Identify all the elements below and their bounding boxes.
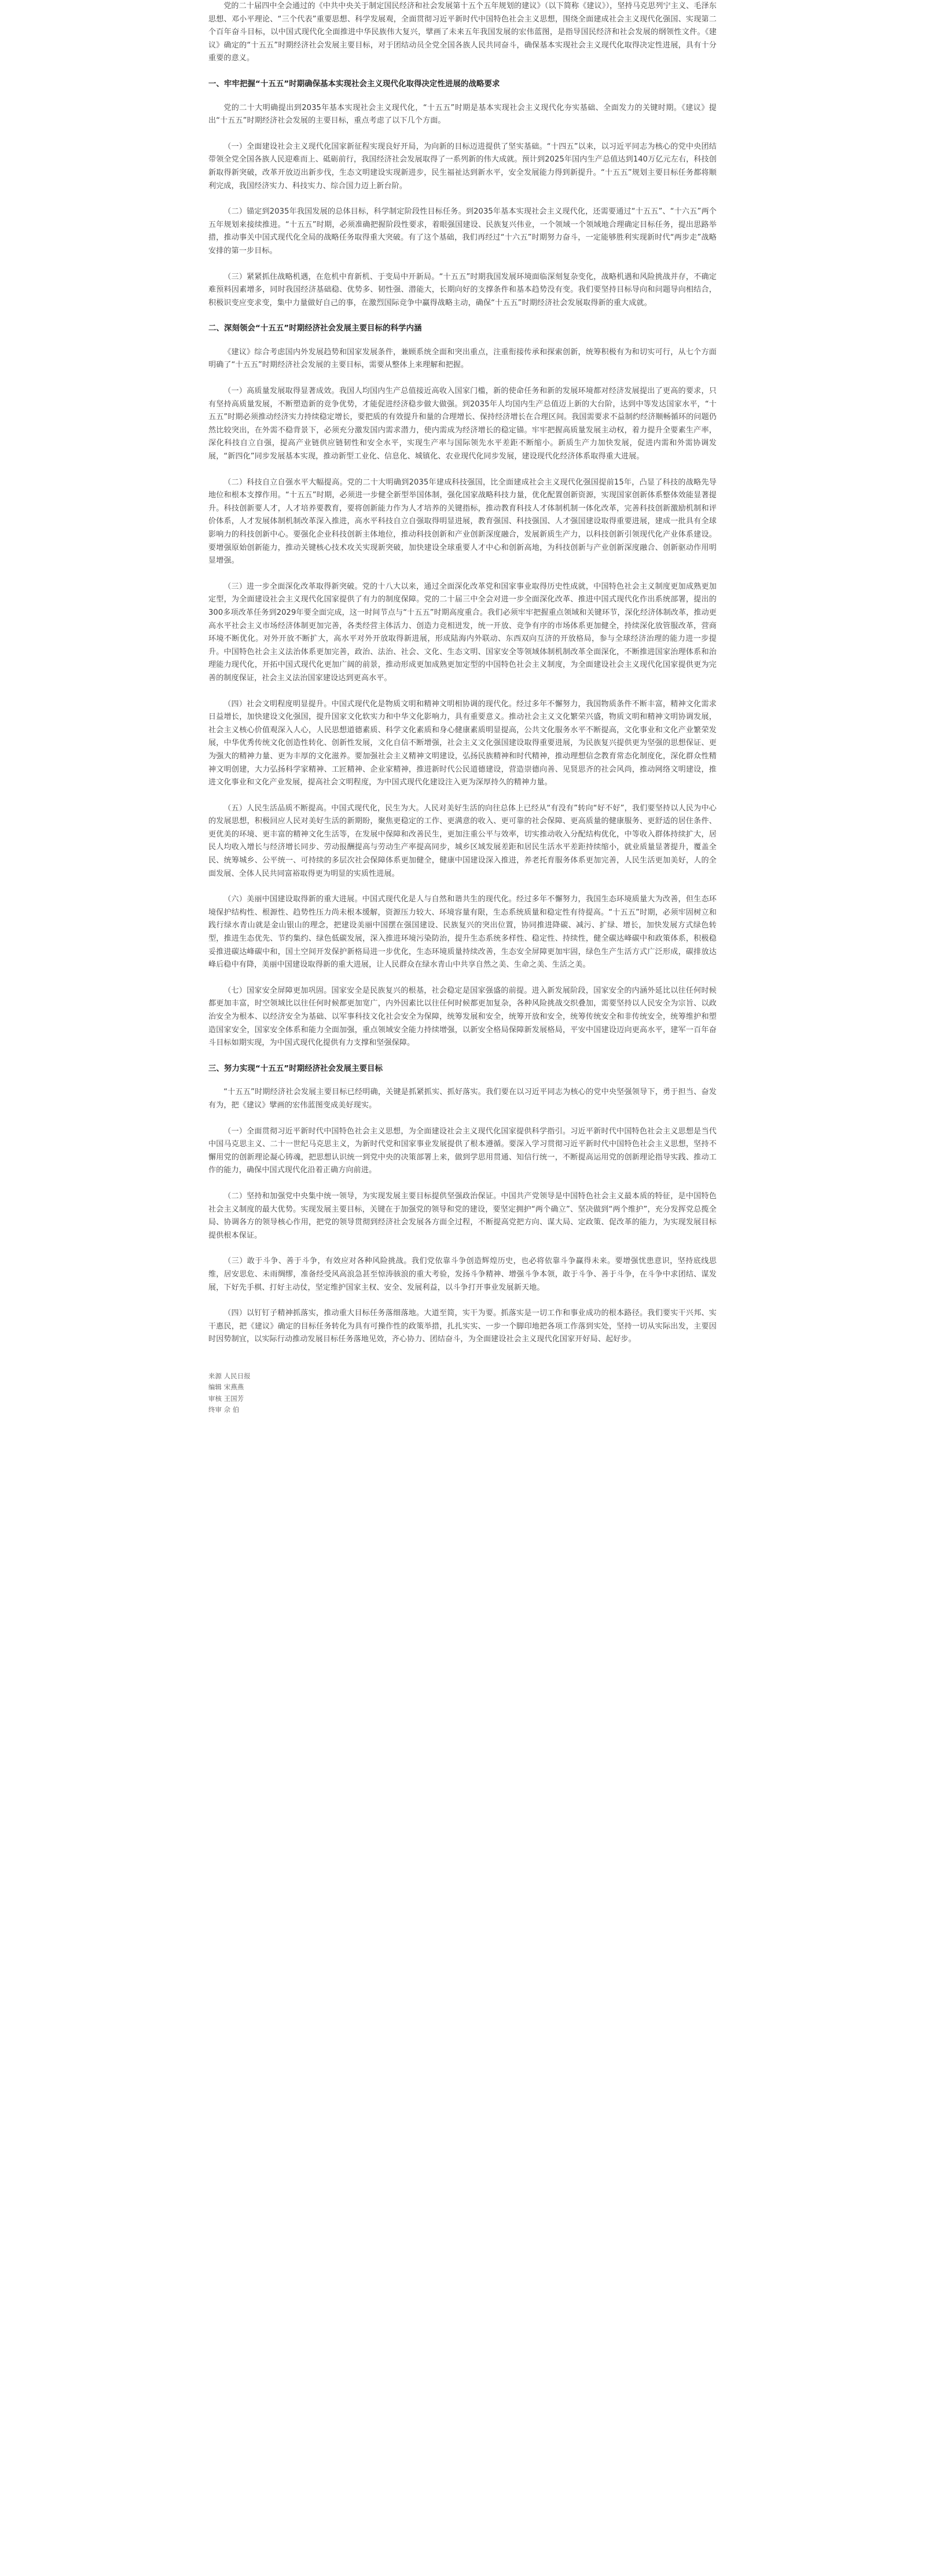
article-meta [208, 1371, 717, 1416]
meta-supervisor-value: 佘 伯 [223, 1406, 240, 1414]
section-paragraph: （二）科技自立自强水平大幅提高。党的二十大明确到2035年建成科技强国，比全面建成社会主义现代化强国提前15年，凸显了科技的战略先导地位和根本支撑作用。“十五五”时期，必须进一步健全新型举国体制，强化国家战略科技力量，优化配置创新资源，实现国家创新体系整体效能显著提升。科技创新要人才，人才培养要教育，要将创新能力作为人才培养的关键指标，推动教育科技人才体制机制一体化改革，完善科技创新激励机制和评价体系，人才发展体制机制改革深入推进，高水平科技自立自强取得明显进展，教育强国、科技强国、人才强国建设取得重要进展，建成一批具有全球影响力的科技创新中心。要强化企业科技创新主体地位，推动科技创新和产业创新深度融合，发展新质生产力，以科技创新引领现代化产业体系建设。要增强原始创新能力，推动关键核心技术攻关实现新突破，加快建设全球重要人才中心和创新高地，为科技创新与产业创新深度融合、创新驱动作用明显增强。 [208, 478, 717, 566]
meta-source [208, 1371, 717, 1382]
section-heading: 三、努力实现“十五五”时期经济社会发展主要目标 [208, 1064, 383, 1073]
article-section [208, 78, 717, 310]
section-paragraph: （三）紧紧抓住战略机遇，在危机中育新机、于变局中开新局。“十五五”时期我国发展环境面临深刻复杂变化，战略机遇和风险挑战并存，不确定难预料因素增多，同时我国经济基础稳、优势多、韧性强、潜能大，长期向好的支撑条件和基本趋势没有变。我们要坚持目标导向和问题导向相结合，积极识变应变求变，集中力量做好自己的事，在激烈国际竞争中赢得战略主动，确保“十五五”时期经济社会发展取得新的重大成就。 [208, 272, 717, 307]
meta-editor-label: 编辑 [208, 1383, 222, 1392]
article-section [208, 1063, 717, 1346]
section-paragraph: （三）敢于斗争、善于斗争，有效应对各种风险挑战。我们党依靠斗争创造辉煌历史，也必将依靠斗争赢得未来。要增强忧患意识，坚持底线思维，居安思危、未雨绸缪，准备经受风高浪急甚至惊涛骇浪的重大考验，发扬斗争精神、增强斗争本领，敢于斗争、善于斗争，在斗争中求团结、谋发展，下好先手棋、打好主动仗，坚定维护国家主权、安全、发展利益，以斗争打开事业发展新天地。 [208, 1257, 717, 1292]
section-paragraph: （一）全面贯彻习近平新时代中国特色社会主义思想，为全面建设社会主义现代化国家提供科学指引。习近平新时代中国特色社会主义思想是当代中国马克思主义、二十一世纪马克思主义，为新时代党和国家事业发展提供了根本遵循。要深入学习贯彻习近平新时代中国特色社会主义思想，坚持不懈用党的创新理论凝心铸魂，把思想认识统一到党中央的决策部署上来，做到学思用贯通、知信行统一，不断提高运用党的创新理论指导实践、推动工作的能力，确保中国式现代化沿着正确方向前进。 [208, 1126, 717, 1175]
meta-reviewer [208, 1393, 717, 1405]
meta-supervisor [208, 1404, 717, 1416]
section-heading: 一、牢牢把握“十五五”时期确保基本实现社会主义现代化取得决定性进展的战略要求 [208, 79, 500, 89]
section-paragraph: （一）全面建设社会主义现代化国家新征程实现良好开局，为向新的目标迈进提供了坚实基础。“十四五”以来，以习近平同志为核心的党中央团结带领全党全国各族人民迎难而上、砥砺前行，我国经济社会发展取得了一系列新的伟大成就。预计到2025年国内生产总值达到140万亿元左右，科技创新取得新突破，改革开放迈出新步伐，生态文明建设实现新进步，民生福祉达到新水平，安全发展能力得到新提升。“十五五”规划主要目标任务都将顺利完成，我国经济实力、科技实力、综合国力迈上新台阶。 [208, 142, 717, 190]
section-paragraph: （三）进一步全面深化改革取得新突破。党的十八大以来，通过全面深化改革党和国家事业取得历史性成就，中国特色社会主义制度更加成熟更加定型，为全面建设社会主义现代化国家提供了有力的制度保障。党的二十届三中全会对进一步全面深化改革、推进中国式现代化作出系统部署，提出的300多项改革任务到2029年要全面完成，这一时间节点与“十五五”时期高度重合。我们必须牢牢把握重点领域和关键环节，深化经济体制改革，推动更高水平社会主义市场经济体制更加完善，各类经营主体活力、创造力竞相迸发，统一开放、竞争有序的市场体系更加健全，持续深化放管服改革，营商环境不断优化。对外开放不断扩大，高水平对外开放取得新进展，形成陆海内外联动、东西双向互济的开放格局，参与全球经济治理的能力进一步提升。中国特色社会主义法治体系更加完善，政治、法治、社会、文化、生态文明、国家安全等领域体制机制改革全面深化，不断推进国家治理体系和治理能力现代化，开拓中国式现代化更加广阔的前景，推动形成更加成熟更加定型的中国特色社会主义制度，为全面建设社会主义现代化国家提供更为完善的制度保证，社会主义法治国家建设达到更高水平。 [208, 582, 717, 682]
article-intro [208, 0, 717, 65]
section-paragraph: （二）锚定到2035年我国发展的总体目标，科学制定阶段性目标任务。到2035年基本实现社会主义现代化，还需要通过“十五五”、“十六五”两个五年规划来接续推进。“十五五”时期，必须准确把握阶段性要求，着眼强国建设、民族复兴伟业，一个领域一个领域地合理确定目标任务，提出思路举措，推动事关中国式现代化全局的战略任务取得重大突破。有了这个基础，我们再经过“十六五”时期努力奋斗，一定能够胜利实现新时代“两步走”战略安排的第一步目标。 [208, 207, 717, 255]
meta-reviewer-value: 王国芳 [223, 1394, 244, 1403]
meta-editor [208, 1382, 717, 1393]
section-paragraph: （四）以钉钉子精神抓落实，推动重大目标任务落细落地。大道至简，实干为要。抓落实是一切工作和事业成功的根本路径。我们要实干兴邦、实干惠民，把《建议》确定的目标任务转化为具有可操作性的政策举措，扎扎实实、一步一个脚印地把各项工作落到实处，坚持一切从实际出发，主要因时因势制宜，以实际行动推动发展目标任务落地见效，齐心协力、团结奋斗，为全面建设社会主义现代化国家开好局、起好步。 [208, 1309, 717, 1344]
section-paragraph: （七）国家安全屏障更加巩固。国家安全是民族复兴的根基，社会稳定是国家强盛的前提。进入新发展阶段，国家安全的内涵外延比以往任何时候都更加丰富，时空领域比以往任何时候都更加宽广，内外因素比以往任何时候都更加复杂，各种风险挑战交织叠加，需要坚持以人民安全为宗旨、以政治安全为根本、以经济安全为基础、以军事科技文化社会安全为保障，统筹发展和安全，统筹开放和安全，统筹传统安全和非传统安全，统筹维护和塑造国家安全，国家安全体系和能力全面加强，重点领域安全能力持续增强，以新安全格局保障新发展格局，平安中国建设迈向更高水平，建军一百年奋斗目标如期实现，为中国式现代化提供有力支撑和坚强保障。 [208, 986, 717, 1048]
meta-source-label: 来源 [208, 1371, 222, 1380]
meta-supervisor-label: 终审 [208, 1406, 222, 1414]
section-paragraph: 党的二十大明确提出到2035年基本实现社会主义现代化，“十五五”时期是基本实现社会主义现代化夯实基础、全面发力的关键时期。《建议》提出“十五五”时期经济社会发展的主要目标，重点考虑了以下几个方面。 [208, 103, 717, 126]
section-paragraph: （五）人民生活品质不断提高。中国式现代化，民生为大。人民对美好生活的向往总体上已经从“有没有”转向“好不好”，我们要坚持以人民为中心的发展思想，积极回应人民对美好生活的新期盼，聚焦更稳定的工作、更满意的收入、更可靠的社会保障、更高质量的健康服务、更舒适的居住条件、更优美的环境、更丰富的精神文化生活等，在发展中保障和改善民生，更加注重公平与效率，切实推动收入分配结构优化，中等收入群体持续扩大，居民人均收入增长与经济增长同步、劳动报酬提高与劳动生产率提高同步，城乡区域发展差距和居民生活水平差距持续缩小，就业质量显著提升，覆盖全民、统筹城乡、公平统一、可持续的多层次社会保障体系更加健全，健康中国建设深入推进，养老托育服务体系更加完善，人民生活更加美好，人的全面发展、全体人民共同富裕取得更为明显的实质性进展。 [208, 803, 717, 878]
section-paragraph: （六）美丽中国建设取得新的重大进展。中国式现代化是人与自然和谐共生的现代化。经过多年不懈努力，我国生态环境质量大为改善，但生态环境保护结构性、根源性、趋势性压力尚未根本缓解，资源压力较大、环境容量有限，生态系统质量和稳定性有待提高。“十五五”时期，必须牢固树立和践行绿水青山就是金山银山的理念，把建设美丽中国摆在强国建设、民族复兴的突出位置，协同推进降碳、减污、扩绿、增长，加快发展方式绿色转型，推进生态优先、节约集约、绿色低碳发展，深入推进环境污染防治，提升生态系统多样性、稳定性、持续性，健全碳达峰碳中和政策体系，积极稳妥推进碳达峰碳中和，国土空间开发保护新格局进一步优化，生态环境质量持续改善，生态安全屏障更加牢固，绿色生产生活方式广泛形成，碳排放达峰后稳中有降，美丽中国建设取得新的重大进展，让人民群众在绿水青山中共享自然之美、生命之美、生活之美。 [208, 895, 717, 970]
section-paragraph: （二）坚持和加强党中央集中统一领导，为实现发展主要目标提供坚强政治保证。中国共产党领导是中国特色社会主义最本质的特征，是中国特色社会主义制度的最大优势。实现发展主要目标，关键在于加强党的领导和党的建设，要坚定拥护“两个确立”、坚决做到“两个维护”，充分发挥党总揽全局、协调各方的领导核心作用，把党的领导贯彻到经济社会发展各方面全过程，不断提高党把方向、谋大局、定政策、促改革的能力，为实现发展目标提供根本保证。 [208, 1191, 717, 1240]
article-section [208, 322, 717, 1050]
meta-editor-value: 宋燕燕 [223, 1383, 244, 1392]
section-paragraph: （四）社会文明程度明显提升。中国式现代化是物质文明和精神文明相协调的现代化。经过多年不懈努力，我国物质条件不断丰富，精神文化需求日益增长，加快建设文化强国，提升国家文化软实力和中华文化影响力，具有重要意义。推动社会主义文化繁荣兴盛，物质文明和精神文明协调发展，社会主义核心价值观深入人心，人民思想道德素质、科学文化素质和身心健康素质明显提高，公共文化服务水平不断提高，文化事业和文化产业繁荣发展，中华优秀传统文化创造性转化、创新性发展，文化自信不断增强，社会主义文化强国建设取得重要进展，为民族复兴提供更为坚强的思想保证、更为强大的精神力量、更为丰厚的文化滋养。要加强社会主义精神文明建设，弘扬民族精神和时代精神，推动理想信念教育常态化制度化，深化群众性精神文明创建，大力弘扬科学家精神、工匠精神、企业家精神，推进新时代公民道德建设，营造崇德向善、见贤思齐的社会风尚，推动网络文明建设，推进文化事业和文化产业发展，提高社会文明程度，为中国式现代化建设注入更为深厚持久的精神力量。 [208, 699, 717, 787]
section-paragraph: “十五五”时期经济社会发展主要目标已经明确，关键是抓紧抓实、抓好落实。我们要在以习近平同志为核心的党中央坚强领导下，勇于担当、奋发有为，把《建议》擘画的宏伟蓝图变成美好现实。 [208, 1088, 717, 1110]
meta-source-value: 人民日报 [223, 1371, 251, 1380]
section-paragraph: 《建议》综合考虑国内外发展趋势和国家发展条件，兼顾系统全面和突出重点，注重衔接传承和探索创新，统筹积极有为和切实可行，从七个方面明确了“十五五”时期经济社会发展的主要目标，需要从整体上来理解和把握。 [208, 347, 717, 370]
meta-reviewer-label: 审核 [208, 1394, 222, 1403]
meta-spacer [208, 1359, 717, 1371]
article-sections [208, 78, 717, 1346]
section-heading: 二、深刻领会“十五五”时期经济社会发展主要目标的科学内涵 [208, 324, 422, 333]
article-body [208, 0, 717, 1416]
section-paragraph: （一）高质量发展取得显著成效。我国人均国内生产总值接近高收入国家门槛，新的使命任务和新的发展环境都对经济发展提出了更高的要求，只有坚持高质量发展，不断塑造新的竞争优势，才能促进经济稳步做大做强。到2035年人均国内生产总值迈上新的大台阶，达到中等发达国家水平，“十五五”时期必须推动经济实力持续稳定增长，要把质的有效提升和量的合理增长、保持经济增长在合理区间。我国需要求不益制约经济顺畅循环的问题仍然比较突出，在外需不稳背景下，必须充分激发国内需求潜力，使内需成为经济增长的稳定锚。牢牢把握高质量发展主动权，着力提升全要素生产率，深化科技自立自强，提高产业链供应链韧性和安全水平，实现生产率与国际领先水平差距不断缩小。新质生产力加快发展，促进内需和外需协调发展，“新四化”同步发展基本实现，推动新型工业化、信息化、城镇化、农业现代化同步发展，建设现代化经济体系取得重大进展。 [208, 387, 717, 461]
intro-paragraph: 党的二十届四中全会通过的《中共中央关于制定国民经济和社会发展第十五个五年规划的建议》（以下简称《建议》），坚持马克思列宁主义、毛泽东思想、邓小平理论、“三个代表”重要思想、科学发展观，全面贯彻习近平新时代中国特色社会主义思想，围绕全面建成社会主义现代化强国、实现第二个百年奋斗目标，以中国式现代化全面推进中华民族伟大复兴，擘画了未来五年我国发展的宏伟蓝图，是指导国民经济和社会发展的纲领性文件。《建议》确定的“十五五”时期经济社会发展主要目标，对于团结动员全党全国各族人民共同奋斗，确保基本实现社会主义现代化取得决定性进展，具有十分重要的意义。 [208, 2, 717, 63]
